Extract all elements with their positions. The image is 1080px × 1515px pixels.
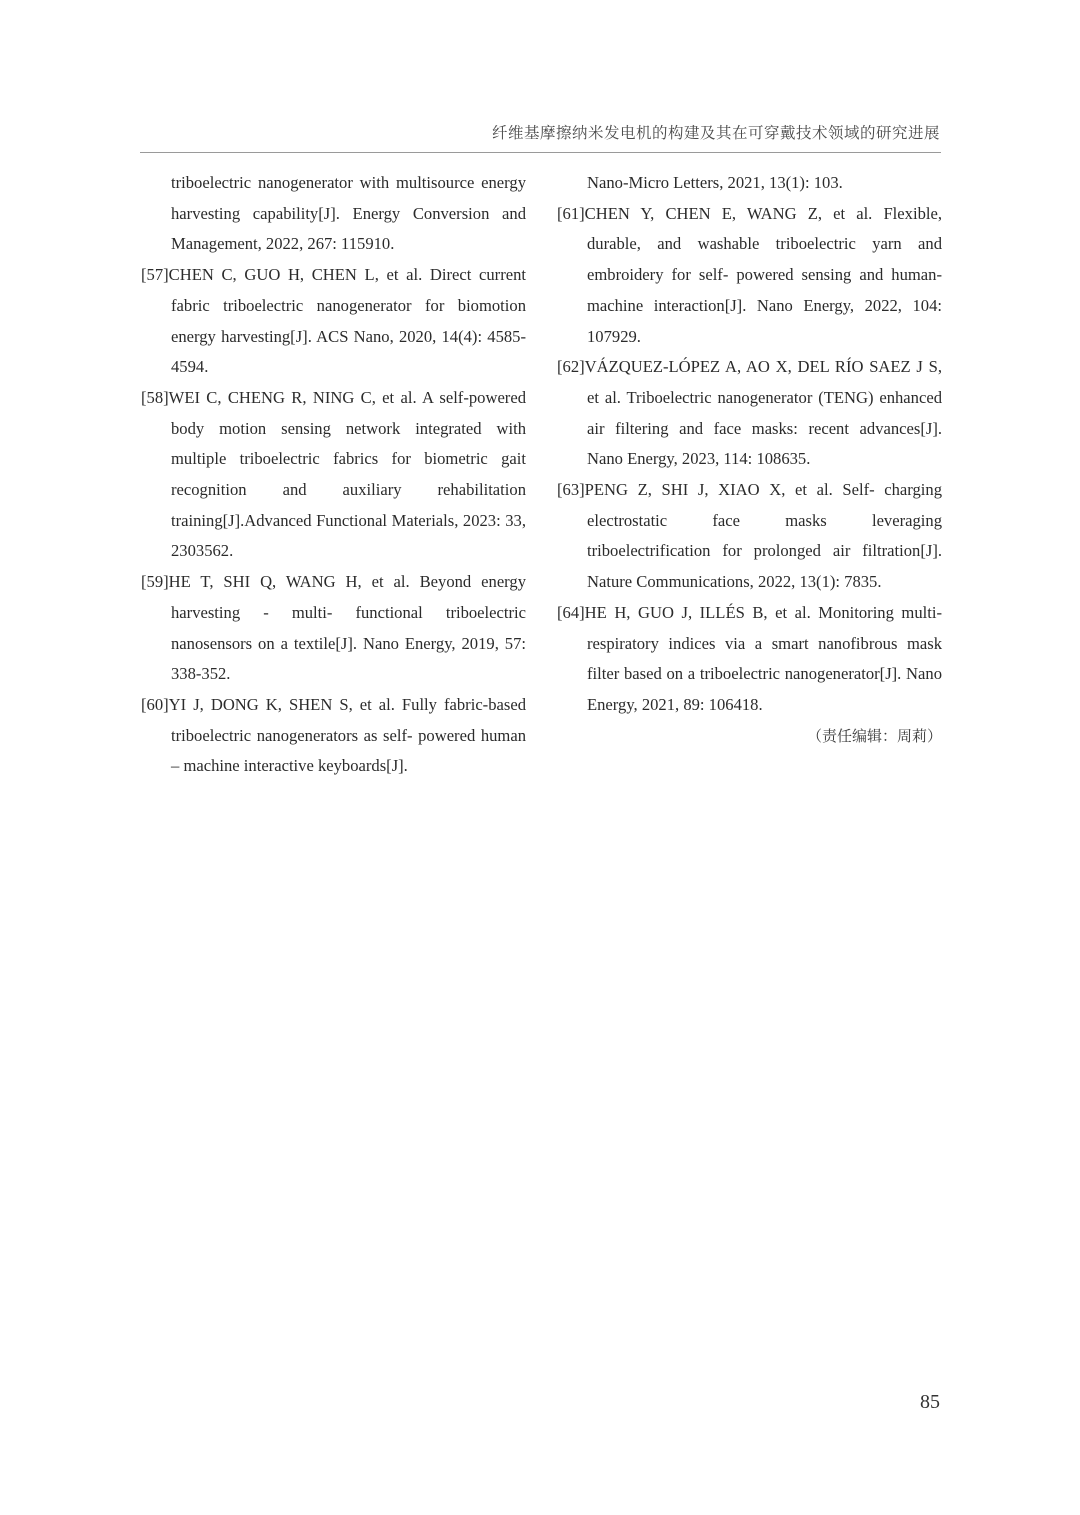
reference-entry — [557, 598, 942, 721]
reference-text: HE T, SHI Q, WANG H, et al. Beyond energy harvesting - multi- functional triboelectric nanosensors on a textile[J]. Nano Energy, 2019, 57: 338-352. — [168, 572, 526, 684]
reference-number: [61] — [557, 203, 585, 223]
reference-number: [64] — [557, 602, 585, 622]
reference-number: [62] — [557, 357, 585, 377]
reference-entry — [141, 168, 526, 260]
reference-column-left — [141, 168, 526, 782]
page-number: 85 — [920, 1391, 940, 1413]
reference-entry — [557, 475, 942, 598]
reference-number: [58] — [141, 387, 169, 407]
reference-text: CHEN Y, CHEN E, WANG Z, et al. Flexible, durable, and washable triboelectric yarn and embroidery for self- powered sensing and human-machine interaction[J]. Nano Energy, 2022, 104: 107929. — [584, 203, 942, 346]
reference-text: PENG Z, SHI J, XIAO X, et al. Self- charging electrostatic face masks leveraging triboelectrification for prolonged air filtration[J]. Nature Communications, 2022, 13(1): 7835. — [584, 480, 942, 592]
reference-text: WEI C, CHENG R, NING C, et al. A self-powered body motion sensing network integrated with multiple triboelectric fabrics for biometric gait recognition and auxiliary rehabilitation training[J].Advanced Functional Materials, 2023: 33, 2303562. — [168, 387, 526, 561]
reference-entry — [141, 383, 526, 567]
reference-text: HE H, GUO J, ILLÉS B, et al. Monitoring multi-respiratory indices via a smart nanofibrous mask filter based on a triboelectric nanogenerator[J]. Nano Energy, 2021, 89: 106418. — [584, 602, 942, 714]
editor-note: （责任编辑：周莉） — [806, 726, 942, 745]
reference-column-right — [557, 168, 942, 751]
reference-text: VÁZQUEZ-LÓPEZ A, AO X, DEL RÍO SAEZ J S, et al. Triboelectric nanogenerator (TENG) enhanced air filtering and face masks: recent advances[J]. Nano Energy, 2023, 114: 108635. — [584, 357, 942, 469]
reference-number: [63] — [557, 480, 585, 500]
running-header: 纤维基摩擦纳米发电机的构建及其在可穿戴技术领域的研究进展 — [491, 124, 940, 142]
reference-entry — [141, 690, 526, 782]
reference-text: triboelectric nanogenerator with multisource energy harvesting capability[J]. Energy Conversion and Management, 2022, 267: 115910. — [171, 173, 526, 254]
reference-entry — [141, 260, 526, 383]
reference-entry — [557, 352, 942, 475]
reference-entry — [557, 168, 942, 199]
header-rule — [140, 152, 941, 153]
reference-text: YI J, DONG K, SHEN S, et al. Fully fabric-based triboelectric nanogenerators as self- powered human – machine interactive keyboards[J]. — [168, 694, 526, 776]
reference-entry — [557, 199, 942, 353]
reference-number: [60] — [141, 694, 169, 714]
reference-text: Nano-Micro Letters, 2021, 13(1): 103. — [587, 173, 843, 192]
reference-number: [59] — [141, 572, 169, 592]
reference-number: [57] — [141, 265, 169, 285]
reference-text: CHEN C, GUO H, CHEN L, et al. Direct current fabric triboelectric nanogenerator for biomotion energy harvesting[J]. ACS Nano, 2020, 14(4): 4585-4594. — [168, 265, 526, 377]
reference-entry — [141, 567, 526, 690]
